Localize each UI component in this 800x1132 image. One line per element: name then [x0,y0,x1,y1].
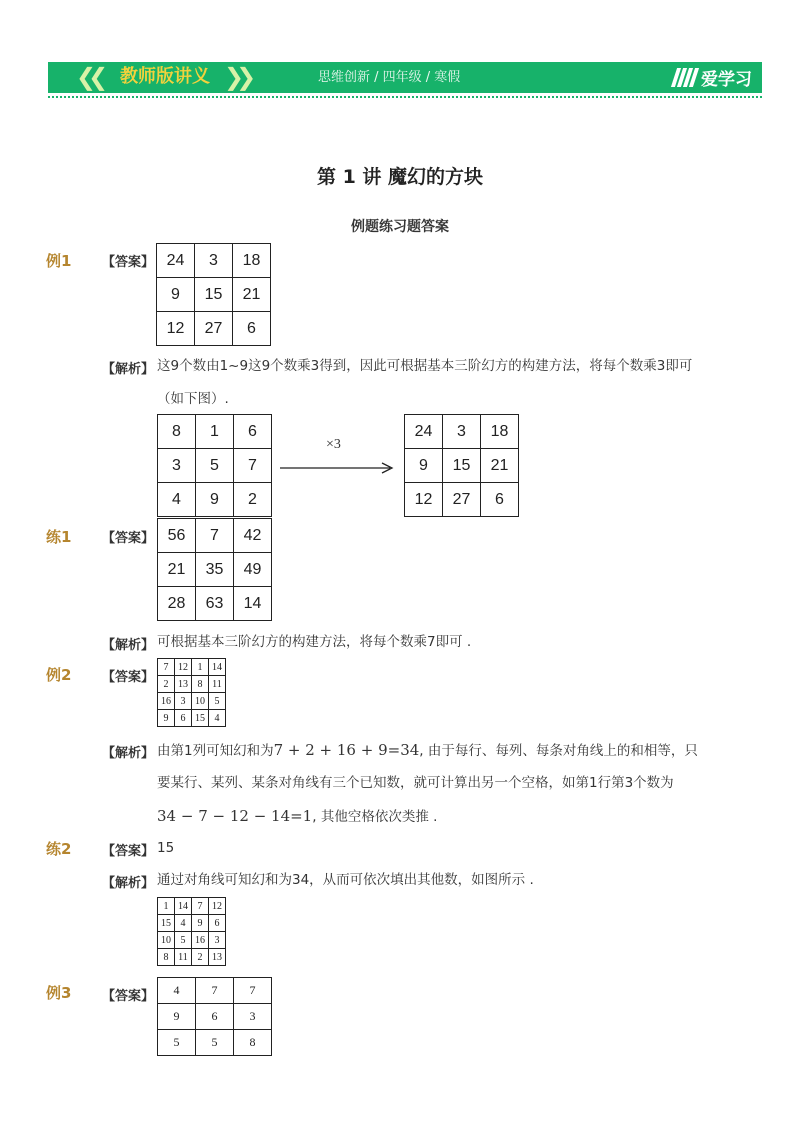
grid-cell: 7 [234,978,272,1004]
grid-row [158,978,272,1004]
pr2-answer-tag: 【答案】 [102,844,155,859]
pr1-answer-grid [157,518,272,621]
grid-cell: 28 [158,587,196,621]
grid-cell: 15 [443,449,481,483]
grid-cell: 6 [175,710,192,727]
grid-cell: 3 [443,415,481,449]
grid-cell: 2 [158,676,175,693]
grid-row [405,449,519,483]
grid-row [405,483,519,517]
grid-row [158,915,226,932]
grid-cell: 1 [196,415,234,449]
grid-row [158,693,226,710]
grid-cell: 6 [234,415,272,449]
grid-cell: 2 [192,949,209,966]
grid-row [158,1004,272,1030]
header-dotted-divider [48,96,762,98]
logo-bars-icon [674,68,696,87]
grid-cell: 9 [157,278,195,312]
grid-row [158,449,272,483]
grid-cell: 14 [175,898,192,915]
grid-row [157,312,271,346]
grid-cell: 4 [158,483,196,517]
ex2-analysis-line3 [157,806,437,827]
grid-cell: 4 [209,710,226,727]
grid-row [158,519,272,553]
grid-cell: 12 [209,898,226,915]
grid-cell: 21 [481,449,519,483]
grid-cell: 11 [175,949,192,966]
pr2-label: 练2 [46,840,72,858]
grid-cell: 13 [209,949,226,966]
grid-cell: 24 [405,415,443,449]
header-title: 教师版讲义 [120,66,210,87]
grid-cell: 21 [233,278,271,312]
ex2-analysis-pre: 由第1列可知幻和为 [157,743,274,759]
grid-cell: 9 [196,483,234,517]
grid-cell: 15 [192,710,209,727]
grid-cell: 7 [192,898,209,915]
double-chevron-left-icon: ❮❮ [76,63,101,91]
pr1-label: 练1 [46,528,72,546]
grid-cell: 18 [481,415,519,449]
grid-cell: 12 [157,312,195,346]
grid-cell: 42 [234,519,272,553]
grid-cell: 1 [192,659,209,676]
grid-cell: 5 [209,693,226,710]
ex2-answer-grid [157,658,226,727]
grid-row [158,949,226,966]
grid-cell: 35 [196,553,234,587]
grid-cell: 3 [234,1004,272,1030]
grid-row [157,278,271,312]
ex2-analysis-line1 [157,740,698,761]
grid-cell: 24 [157,244,195,278]
grid-cell: 15 [158,915,175,932]
grid-row [158,932,226,949]
pr2-analysis-tag: 【解析】 [102,876,155,891]
grid-cell: 6 [209,915,226,932]
ex2-analysis-tag: 【解析】 [102,746,155,761]
ex3-label: 例3 [46,984,72,1002]
grid-row [158,676,226,693]
grid-cell: 7 [234,449,272,483]
ex2-analysis-line3-text: , 其他空格依次类推 . [312,809,438,825]
ex1-basic-square [157,414,272,517]
grid-cell: 15 [195,278,233,312]
grid-row [158,659,226,676]
ex1-label: 例1 [46,252,72,270]
grid-cell: 3 [175,693,192,710]
grid-cell: 12 [175,659,192,676]
grid-cell: 7 [196,519,234,553]
grid-cell: 27 [195,312,233,346]
grid-cell: 49 [234,553,272,587]
ex1-analysis-tag: 【解析】 [102,362,155,377]
grid-cell: 27 [443,483,481,517]
grid-cell: 12 [405,483,443,517]
grid-cell: 9 [405,449,443,483]
pr2-analysis: 通过对角线可知幻和为34，从而可依次填出其他数，如图所示 . [157,872,534,888]
ex3-answer-tag: 【答案】 [102,989,155,1004]
grid-cell: 7 [196,978,234,1004]
grid-cell: 9 [158,710,175,727]
pr1-analysis: 可根据基本三阶幻方的构建方法，将每个数乘7即可 . [157,634,472,650]
ex2-cell-formula: 34 − 7 − 12 − 14=1 [157,807,313,825]
page-title: 第 1 讲 魔幻的方块 [316,166,484,188]
right-arrow-icon [280,460,395,476]
grid-cell: 5 [196,449,234,483]
brand-logo [674,65,752,90]
ex2-magic-sum-formula: 7 + 2 + 16 + 9=34 [273,741,420,759]
logo-text: 爱学习 [701,70,752,90]
grid-cell: 8 [158,415,196,449]
grid-cell: 21 [158,553,196,587]
grid-cell: 5 [158,1030,196,1056]
grid-cell: 4 [158,978,196,1004]
grid-cell: 16 [192,932,209,949]
ex2-answer-tag: 【答案】 [102,670,155,685]
section-title: 例题练习题答案 [351,219,449,235]
grid-row [158,1030,272,1056]
grid-cell: 18 [233,244,271,278]
double-chevron-right-icon: ❯❯ [224,63,249,91]
ex1-analysis-line2: （如下图）. [157,391,229,407]
ex2-label: 例2 [46,666,72,684]
pr2-grid [157,897,226,966]
grid-row [158,898,226,915]
grid-cell: 16 [158,693,175,710]
arrow-label: ×3 [326,437,341,452]
ex2-analysis-line2: 要某行、某列、某条对角线有三个已知数，就可计算出另一个空格，如第1行第3个数为 [157,775,674,791]
grid-cell: 1 [158,898,175,915]
grid-cell: 10 [158,932,175,949]
pr1-answer-tag: 【答案】 [102,531,155,546]
grid-cell: 9 [192,915,209,932]
grid-cell: 13 [175,676,192,693]
grid-cell: 9 [158,1004,196,1030]
grid-cell: 2 [234,483,272,517]
grid-cell: 14 [234,587,272,621]
grid-cell: 10 [192,693,209,710]
grid-cell: 3 [209,932,226,949]
grid-cell: 3 [158,449,196,483]
grid-row [158,587,272,621]
grid-cell: 63 [196,587,234,621]
header-subtitle: 思维创新 / 四年级 / 寒假 [318,70,461,85]
grid-cell: 8 [234,1030,272,1056]
grid-cell: 11 [209,676,226,693]
pr1-analysis-tag: 【解析】 [102,638,155,653]
grid-row [157,244,271,278]
grid-cell: 6 [481,483,519,517]
header-band [48,62,762,93]
ex2-analysis-post: , 由于每行、每列、每条对角线上的和相等，只 [419,743,698,759]
ex1-answer-tag: 【答案】 [102,255,155,270]
ex1-answer-grid [156,243,271,346]
grid-row [158,483,272,517]
grid-row [158,710,226,727]
grid-cell: 14 [209,659,226,676]
grid-cell: 6 [196,1004,234,1030]
pr2-answer-value: 15 [157,840,175,856]
grid-cell: 5 [175,932,192,949]
grid-cell: 5 [196,1030,234,1056]
ex3-answer-grid [157,977,272,1056]
grid-cell: 3 [195,244,233,278]
grid-row [158,553,272,587]
ex1-result-square [404,414,519,517]
grid-cell: 8 [192,676,209,693]
grid-cell: 7 [158,659,175,676]
grid-row [405,415,519,449]
grid-cell: 8 [158,949,175,966]
ex1-analysis-line1: 这9个数由1~9这9个数乘3得到，因此可根据基本三阶幻方的构建方法，将每个数乘3即可 [157,358,693,374]
grid-cell: 6 [233,312,271,346]
grid-cell: 56 [158,519,196,553]
grid-cell: 4 [175,915,192,932]
grid-row [158,415,272,449]
